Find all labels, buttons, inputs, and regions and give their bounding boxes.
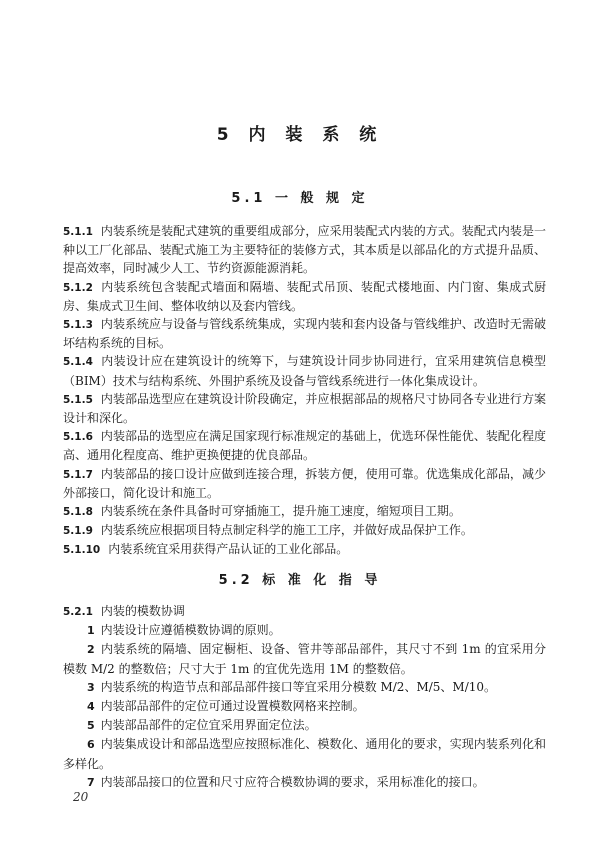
clause-number: 5.2.1 — [63, 606, 93, 618]
clause-5-1-4 — [63, 352, 546, 389]
clause-text: 内装系统是装配式建筑的重要组成部分，应采用装配式内装的方式。装配式内装是一种以工厂化部品、装配式施工为主要特征的装修方式，其本质是以部品化的方式提升品质、提高效率，同时减少人工、节约资源能源消耗。 — [63, 224, 546, 276]
item-text: 内装系统的构造节点和部品部件接口等宜采用分模数 M/2、M/5、M/10。 — [100, 679, 497, 694]
item-number: 6 — [87, 738, 95, 752]
clause-text: 内装系统在条件具备时可穿插施工，提升施工速度，缩短项目工期。 — [100, 504, 461, 519]
clause-text: 内装系统宜采用获得产品认证的工业化部品。 — [108, 542, 349, 557]
section-title-5-2: 5.2 标 准 化 指 导 — [218, 573, 382, 588]
item-number: 2 — [87, 643, 95, 657]
clause-number: 5.1.2 — [63, 281, 93, 294]
clause-5-1-1 — [63, 222, 546, 278]
clause-5-1-7 — [63, 465, 546, 502]
item-text: 内装部品部件的定位可通过设置模数网格来控制。 — [100, 699, 365, 714]
list-item — [63, 640, 546, 677]
clause-5-1-3 — [63, 315, 546, 352]
clause-5-1-6 — [63, 427, 546, 464]
clause-5-2-1 — [63, 602, 546, 621]
item-text: 内装部品接口的位置和尺寸应符合模数协调的要求，采用标准化的接口。 — [100, 774, 485, 789]
clause-text: 内装设计应在建筑设计的统筹下，与建筑设计同步协同进行，宜采用建筑信息模型（BIM）技术与结构系统、外围护系统及设备与管线系统进行一体化集成设计。 — [63, 354, 546, 388]
page-number: 20 — [73, 790, 89, 804]
clause-number: 5.1.6 — [63, 431, 93, 444]
section-5-1-body — [63, 222, 546, 560]
clause-text: 内装部品选型应在建筑设计阶段确定，并应根据部品的规格尺寸协同各专业进行方案设计和深化。 — [63, 391, 546, 426]
clause-number: 5.1.10 — [63, 544, 101, 557]
clause-text: 内装系统应与设备与管线系统集成，实现内装和套内设备与管线维护、改造时无需破坏结构系统的目标。 — [63, 317, 546, 351]
list-item — [63, 621, 546, 640]
section-5-2-body — [63, 602, 546, 792]
clause-number: 5.1.8 — [63, 506, 93, 519]
clause-5-1-8 — [63, 502, 546, 521]
clause-text: 内装部品的选型应在满足国家现行标准规定的基础上，优选环保性能优、装配化程度高、通用化程度高、维护更换便捷的优良部品。 — [63, 429, 546, 463]
list-item — [63, 735, 546, 772]
section-title-5-1: 5.1 一 般 规 定 — [231, 191, 369, 206]
item-number: 4 — [87, 700, 95, 714]
item-text: 内装集成设计和部品选型应按照标准化、模数化、通用化的要求，实现内装系列化和多样化。 — [63, 737, 546, 771]
clause-number: 5.1.9 — [63, 525, 93, 538]
item-text: 内装设计应遵循模数协调的原则。 — [100, 623, 281, 638]
list-item — [63, 697, 546, 716]
chapter-title: 5 内 装 系 统 — [216, 125, 384, 145]
clause-number: 5.1.1 — [63, 226, 93, 238]
clause-text: 内装部品的接口设计应做到连接合理，拆装方便，使用可靠。优选集成化部品，减少外部接口，简化设计和施工。 — [63, 466, 546, 500]
item-number: 3 — [87, 680, 95, 694]
item-text: 内装系统的隔墙、固定橱柜、设备、管井等部品部件，其尺寸不到 1m 的宜采用分模数 M/2 的整数倍；尺寸大于 1m 的宜优先选用 1M 的整数倍。 — [63, 642, 546, 676]
item-number: 7 — [87, 775, 95, 789]
clause-5-1-2 — [63, 278, 546, 315]
list-item — [63, 716, 546, 735]
clause-number: 5.1.3 — [63, 319, 93, 332]
clause-text: 内装系统应根据项目特点制定科学的施工工序，并做好成品保护工作。 — [100, 523, 473, 538]
list-item — [63, 773, 546, 792]
clause-text: 内装的模数协调 — [100, 604, 185, 618]
clause-text: 内装系统包含装配式墙面和隔墙、装配式吊顶、装配式楼地面、内门窗、集成式厨房、集成式卫生间、整体收纳以及套内管线。 — [63, 279, 546, 313]
clause-number: 5.1.5 — [63, 393, 93, 406]
item-text: 内装部品部件的定位宜采用界面定位法。 — [100, 718, 317, 733]
item-number: 1 — [87, 624, 95, 638]
clause-number: 5.1.4 — [63, 356, 93, 369]
clause-number: 5.1.7 — [63, 468, 93, 481]
clause-5-1-9 — [63, 521, 546, 540]
clause-5-1-10 — [63, 540, 546, 559]
list-item — [63, 678, 546, 697]
item-number: 5 — [87, 719, 95, 733]
clause-5-1-5 — [63, 390, 546, 427]
